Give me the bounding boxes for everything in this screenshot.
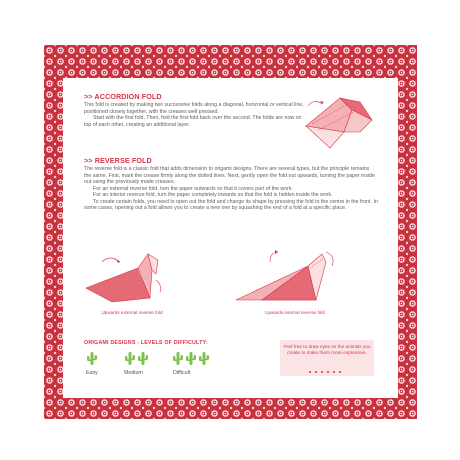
accordion-paragraph-1: This fold is created by making two successive folds along a diagonal, horizontal or vertical line, positioned closely together, with the creases well pressed.: [84, 102, 304, 115]
cactus-icon: [124, 351, 150, 365]
difficulty-easy-label: Easy: [86, 370, 98, 376]
difficulty-difficult-label: Difficult: [173, 370, 191, 376]
accordion-fold-illustration: [300, 92, 376, 152]
difficulty-medium-label: Medium: [124, 370, 143, 376]
accordion-fold-title: >> ACCORDION FOLD: [84, 92, 162, 101]
cactus-icon: [172, 351, 211, 365]
cactus-icon: [86, 351, 98, 365]
reverse-fold-title: >> REVERSE FOLD: [84, 156, 152, 165]
reverse-paragraph-4: To create certain folds, you need to open out the fold and change its shape by pressing the fold to the centre in the front. In some cases, opening out a fold allows you to create a new one by squashing the end of a fold at a specific place.: [84, 198, 378, 211]
accordion-paragraph-2: Start with the first fold. Then, fold the first fold back over the second. The folds are now on top of each other, creating an additional layer.: [84, 115, 302, 128]
reverse-paragraph-1: The reverse fold is a classic fold that adds dimension to origami designs. There are several types, but the principle remains the same. First, mark the crease firmly along the dotted lines. Next, gently open the fold out upwards, turning the paper inside out using the previously made creases.: [84, 166, 375, 185]
reverse-fold-text: [84, 166, 378, 212]
reverse-paragraph-2: For an external reverse fold, turn the paper outwards so that it covers part of the work.: [93, 185, 293, 192]
external-fold-caption: Upwards external reverse fold: [101, 310, 163, 315]
internal-reverse-fold-illustration: [232, 248, 352, 308]
reverse-paragraph-3: For an interior reverse fold, turn the paper completely inwards so that the fold is hidden inside the work.: [93, 192, 333, 198]
tip-dots-decoration: [308, 370, 348, 374]
accordion-fold-text: [84, 102, 304, 128]
external-reverse-fold-illustration: [82, 250, 182, 308]
tip-text: Feel free to draw eyes on the animals you create to make them more expressive.: [283, 344, 371, 356]
internal-fold-caption: Upwards internal reverse fold: [265, 310, 325, 315]
difficulty-title: ORIGAMI DESIGNS - LEVELS OF DIFFICULTY:: [84, 340, 208, 346]
